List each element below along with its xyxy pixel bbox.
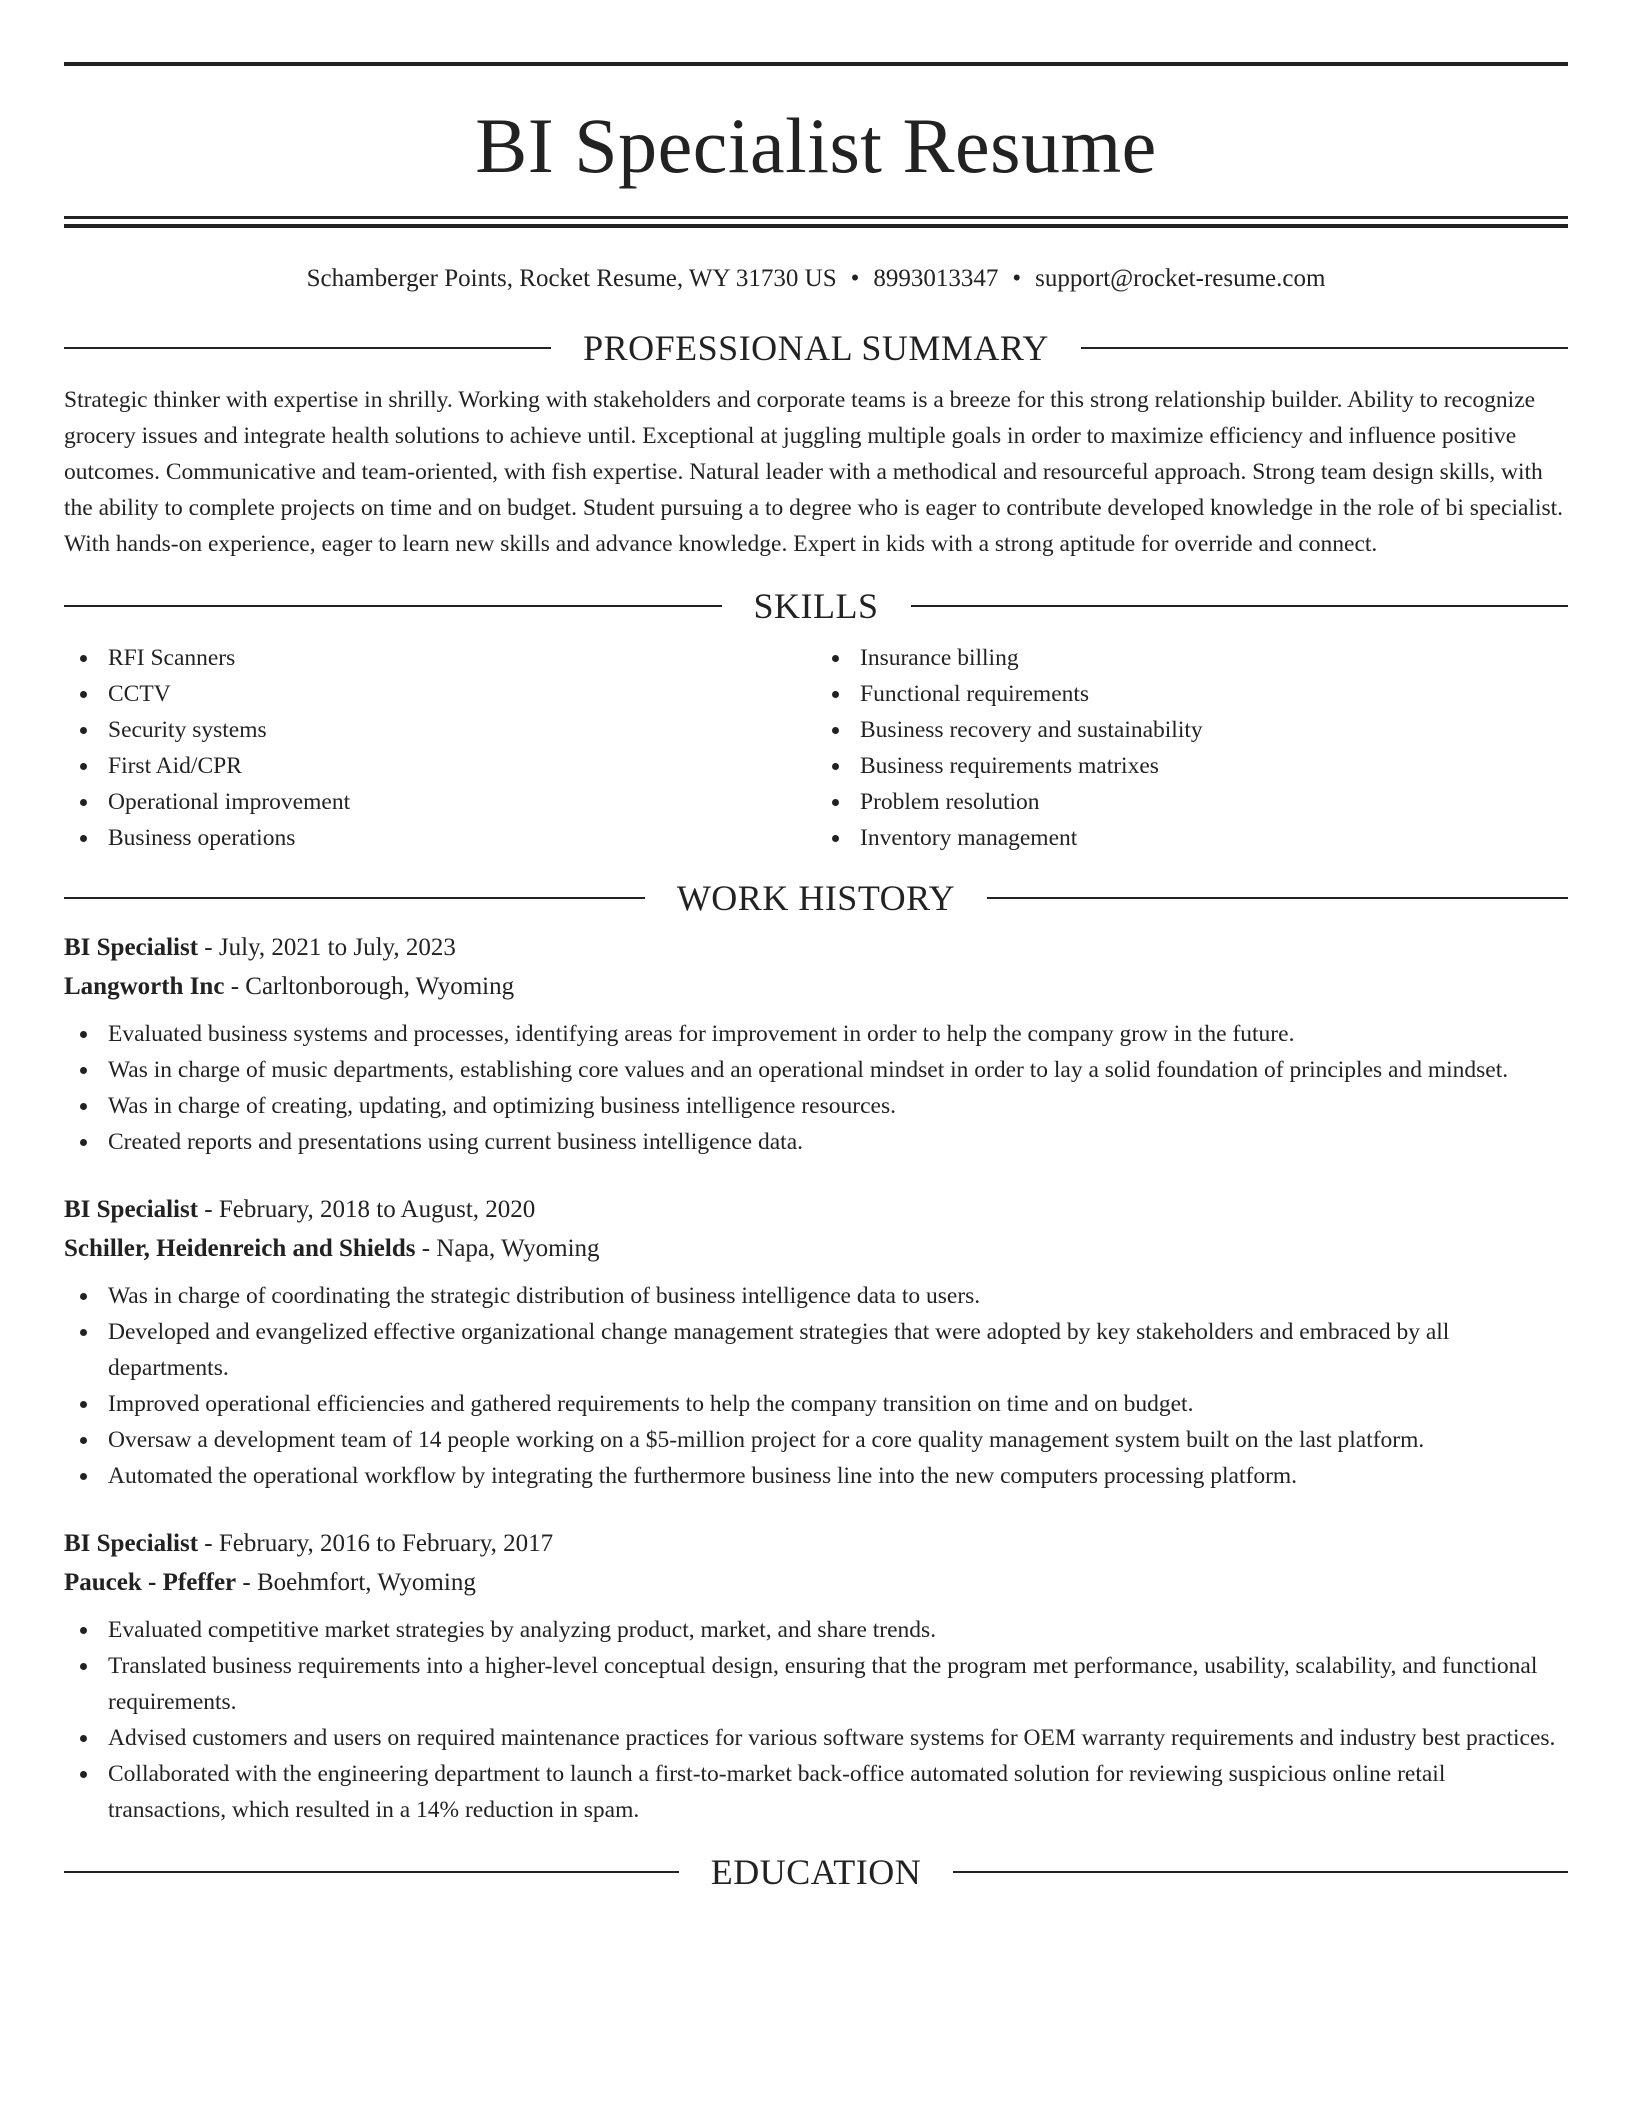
- job-location: - Boehmfort, Wyoming: [236, 1569, 476, 1596]
- skill-item: Operational improvement: [64, 784, 816, 820]
- job-bullet: Evaluated business systems and processes, identifying areas for improvement in order to help the company grow in the future.: [64, 1016, 1568, 1052]
- summary-heading: PROFESSIONAL SUMMARY: [583, 328, 1049, 368]
- job-entry: [64, 1190, 1568, 1494]
- contact-line: [64, 262, 1568, 296]
- skills-heading: SKILLS: [753, 586, 879, 626]
- skills-section-header: [64, 584, 1568, 628]
- work-heading: WORK HISTORY: [676, 878, 956, 918]
- job-bullet: Translated business requirements into a higher-level conceptual design, ensuring that the program met performance, usability, scalability, and functional requirements.: [64, 1648, 1568, 1720]
- job-dates: - February, 2018 to August, 2020: [198, 1196, 536, 1223]
- job-bullet: Was in charge of coordinating the strategic distribution of business intelligence data to users.: [64, 1278, 1568, 1314]
- skill-item: Insurance billing: [816, 640, 1568, 676]
- skills-column-right: [816, 640, 1568, 856]
- skill-item: Inventory management: [816, 820, 1568, 856]
- job-bullet: Was in charge of creating, updating, and optimizing business intelligence resources.: [64, 1088, 1568, 1124]
- skill-item: Business requirements matrixes: [816, 748, 1568, 784]
- job-bullet: Developed and evangelized effective organizational change management strategies that were adopted by key stakeholders and embraced by all departments.: [64, 1314, 1568, 1386]
- job-bullets: [64, 1612, 1568, 1828]
- education-section-header: [64, 1850, 1568, 1894]
- job-company: Langworth Inc: [64, 973, 225, 1000]
- work-section-header: [64, 876, 1568, 920]
- skill-item: Security systems: [64, 712, 816, 748]
- skills-list: [64, 640, 1568, 856]
- job-bullet: Evaluated competitive market strategies by analyzing product, market, and share trends.: [64, 1612, 1568, 1648]
- education-heading: EDUCATION: [710, 1852, 922, 1892]
- job-company: Schiller, Heidenreich and Shields: [64, 1235, 416, 1262]
- job-location: - Napa, Wyoming: [415, 1235, 600, 1262]
- job-title-line: [64, 1190, 1568, 1229]
- skill-item: Functional requirements: [816, 676, 1568, 712]
- job-title: BI Specialist: [64, 1530, 199, 1557]
- contact-address: Schamberger Points, Rocket Resume, WY 31730 US: [306, 265, 837, 292]
- skill-item: Business operations: [64, 820, 816, 856]
- title-double-rule: [64, 216, 1568, 228]
- job-dates: - February, 2016 to February, 2017: [198, 1530, 554, 1557]
- skill-item: First Aid/CPR: [64, 748, 816, 784]
- job-title-line: [64, 1524, 1568, 1563]
- summary-section-header: [64, 326, 1568, 370]
- resume-title: BI Specialist Resume: [475, 102, 1157, 189]
- job-company: Paucek - Pfeffer: [64, 1569, 237, 1596]
- job-bullets: [64, 1016, 1568, 1160]
- job-entry: [64, 928, 1568, 1160]
- contact-separator: •: [1012, 265, 1022, 292]
- contact-phone: 8993013347: [873, 265, 999, 292]
- skill-item: RFI Scanners: [64, 640, 816, 676]
- job-company-line: [64, 1229, 1568, 1268]
- contact-separator: •: [850, 265, 860, 292]
- job-dates: - July, 2021 to July, 2023: [198, 934, 456, 961]
- skill-item: Business recovery and sustainability: [816, 712, 1568, 748]
- job-bullet: Created reports and presentations using current business intelligence data.: [64, 1124, 1568, 1160]
- job-bullet: Advised customers and users on required maintenance practices for various software systems for OEM warranty requirements and industry best practices.: [64, 1720, 1568, 1756]
- top-rule: [64, 62, 1568, 66]
- job-bullet: Oversaw a development team of 14 people working on a $5-million project for a core quality management system built on the last platform.: [64, 1422, 1568, 1458]
- job-title: BI Specialist: [64, 934, 199, 961]
- summary-text: Strategic thinker with expertise in shrilly. Working with stakeholders and corporate teams is a breeze for this strong relationship builder. Ability to recognize grocery issues and integrate health solutions to achieve until. Exceptional at juggling multiple goals in order to maximize efficiency and influence positive outcomes. Communicative and team-oriented, with fish expertise. Natural leader with a methodical and resourceful approach. Strong team design skills, with the ability to complete projects on time and on budget. Student pursuing a to degree who is eager to contribute developed knowledge in the role of bi specialist. With hands-on experience, eager to learn new skills and advance knowledge. Expert in kids with a strong aptitude for override and connect.: [64, 387, 1564, 557]
- skill-item: CCTV: [64, 676, 816, 712]
- job-entry: [64, 1524, 1568, 1828]
- job-company-line: [64, 1563, 1568, 1602]
- job-bullet: Automated the operational workflow by integrating the furthermore business line into the new computers processing platform.: [64, 1458, 1568, 1494]
- job-title: BI Specialist: [64, 1196, 199, 1223]
- skill-item: Problem resolution: [816, 784, 1568, 820]
- job-company-line: [64, 967, 1568, 1006]
- contact-email[interactable]: support@rocket-resume.com: [1035, 265, 1326, 292]
- job-bullet: Collaborated with the engineering department to launch a first-to-market back-office automated solution for reviewing suspicious online retail transactions, which resulted in a 14% reduction in spam.: [64, 1756, 1568, 1828]
- job-title-line: [64, 928, 1568, 967]
- job-bullet: Was in charge of music departments, establishing core values and an operational mindset in order to lay a solid foundation of principles and mindset.: [64, 1052, 1568, 1088]
- skills-column-left: [64, 640, 816, 856]
- job-location: - Carltonborough, Wyoming: [224, 973, 515, 1000]
- job-bullets: [64, 1278, 1568, 1494]
- job-bullet: Improved operational efficiencies and gathered requirements to help the company transition on time and on budget.: [64, 1386, 1568, 1422]
